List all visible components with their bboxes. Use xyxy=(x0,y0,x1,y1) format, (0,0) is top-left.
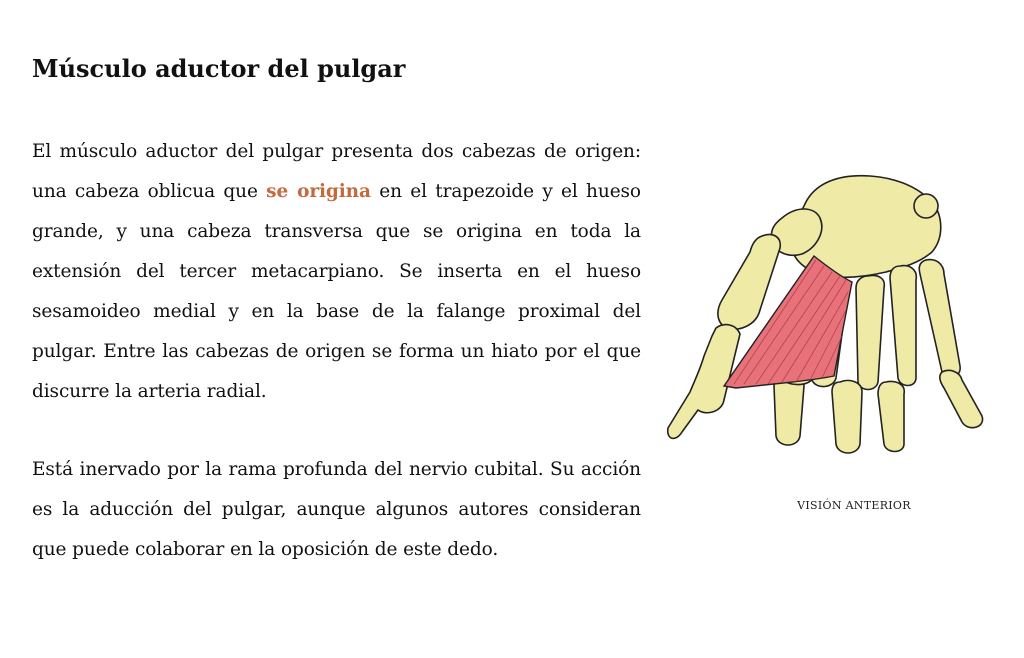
paragraph-innervation-action: Está inervado por la rama profunda del nervio cubital. Su acción es la aducción del pulgar, aunque algunos autores consideran que puede colaborar en la oposición de este dedo. xyxy=(32,459,641,560)
metacarpal-3 xyxy=(856,276,884,390)
body-text xyxy=(32,132,641,570)
pisiform-bone xyxy=(914,194,938,218)
paragraph-text-end: en el trapezoide y el hueso grande, y una cabeza transversa que se origina en toda la extensión del tercer metacarpiano. Se inserta en el hueso sesamoideo medial y en la base de la falange proximal del pulgar. Entre las cabezas de origen se forma un hiato por el que discurre la arteria radial. xyxy=(32,181,641,402)
metacarpal-5 xyxy=(919,260,960,378)
page-title: Músculo aductor del pulgar xyxy=(32,54,406,83)
hand-skeleton-drawing xyxy=(664,160,996,460)
metacarpal-4 xyxy=(890,266,916,386)
phalanx-middle xyxy=(832,380,862,453)
phalanx-ring xyxy=(878,382,904,452)
hand-anatomy-illustration xyxy=(664,160,996,460)
figure-caption: VISIÓN ANTERIOR xyxy=(797,499,911,512)
paragraph-text-start: El músculo aductor del pulgar presenta dos cabezas de origen: una cabeza oblicua que xyxy=(32,141,641,202)
metacarpal-1 xyxy=(718,235,780,330)
paragraph-origin-insertion xyxy=(32,132,641,412)
se-origina-link[interactable]: se origina xyxy=(266,181,371,202)
phalanx-little xyxy=(940,370,983,427)
